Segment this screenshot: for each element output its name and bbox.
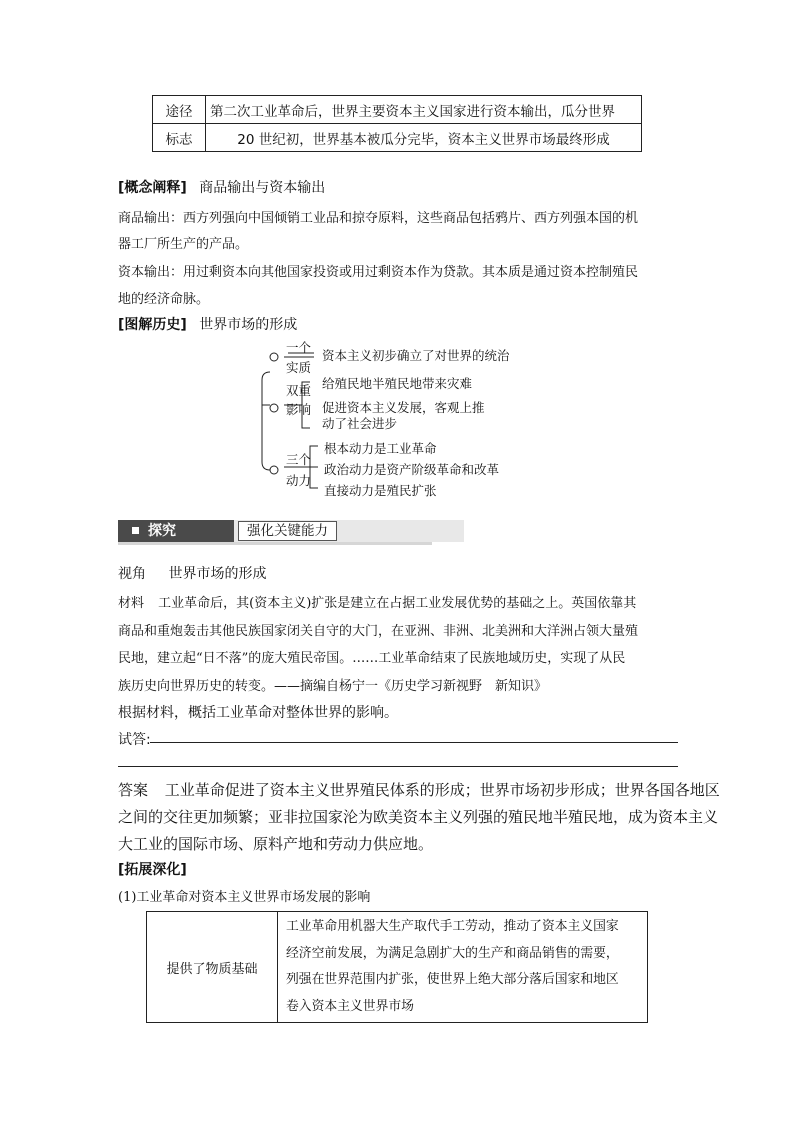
diagram-label-bottom: 动力 — [286, 473, 312, 488]
table-row — [153, 96, 642, 124]
section-banner — [118, 520, 432, 544]
material-text: 工业革命后，其(资本主义)扩张是建立在占据工业发展优势的基础之上。英国依靠其 — [158, 596, 637, 611]
diagram-heading — [118, 314, 678, 334]
table-value: 20 世纪初，世界基本被瓜分完毕，资本主义世界市场最终形成 — [206, 124, 642, 152]
extension-table — [146, 911, 648, 1023]
material-line2: 商品和重炮轰击其他民族国家闭关自守的大门，在亚洲、非洲、北美洲和大洋洲占领大量殖 — [118, 624, 639, 639]
concept-tag: [概念阐释] — [118, 180, 187, 196]
diagram-item: 政治动力是资产阶级革命和改革 — [324, 462, 500, 477]
banner-left — [118, 520, 234, 542]
table-row — [153, 124, 642, 152]
diagram-item: 促进资本主义发展，客观上推 — [322, 400, 485, 415]
diagram-item: 动了社会进步 — [322, 416, 398, 431]
answer-input-line[interactable] — [150, 742, 678, 743]
diagram-node — [270, 466, 278, 474]
diagram-item: 资本主义初步确立了对世界的统治 — [322, 348, 510, 363]
diagram-node — [270, 353, 278, 361]
concept-para2-line2: 地的经济命脉。 — [118, 292, 210, 307]
square-icon — [132, 527, 139, 534]
table-value-line: 经济空前发展，为满足急剧扩大的生产和商品销售的需要， — [286, 945, 619, 961]
material-line3: 民地，建立起“日不落”的庞大殖民帝国。……工业革命结束了民族地域历史，实现了从民 — [118, 651, 626, 666]
diagram-label-bottom: 影响 — [286, 402, 312, 417]
answer-prompt: 试答: — [118, 732, 151, 748]
concept-para1-line1: 商品输出：西方列强向中国倾销工业品和掠夺原料，这些商品包括鸦片、西方列强本国的机 — [118, 211, 639, 226]
concept-para1-line2: 器工厂所生产的产品。 — [118, 237, 249, 252]
answer-line3: 大工业的国际市场、原料产地和劳动力供应地。 — [118, 835, 434, 853]
diagram-item: 直接动力是殖民扩张 — [324, 483, 437, 498]
table-value-line: 卷入资本主义世界市场 — [286, 998, 414, 1014]
table-row — [147, 912, 648, 1023]
banner-right — [234, 520, 464, 542]
table-value: 第二次工业革命后，世界主要资本主义国家进行资本输出，瓜分世界 — [206, 96, 642, 124]
material-source: ——摘编自杨宁一《历史学习新视野 新知识》 — [274, 679, 548, 694]
material-label: 材料 — [118, 596, 145, 611]
diagram-label-top: 三个 — [286, 452, 312, 467]
table-value — [278, 912, 648, 1023]
answer-line1 — [118, 779, 720, 800]
extension-subtitle: (1)工业革命对资本主义世界市场发展的影响 — [118, 890, 371, 905]
question: 根据材料，概括工业革命对整体世界的影响。 — [118, 705, 398, 721]
material-text: 族历史向世界历史的转变。 — [118, 679, 275, 694]
answer-text: 工业革命促进了资本主义世界殖民体系的形成；世界市场初步形成；世界各国各地区 — [164, 781, 720, 799]
diagram-label-top: 双重 — [286, 383, 312, 398]
table-value-line: 列强在世界范围内扩张，使世界上绝大部分落后国家和地区 — [286, 972, 619, 987]
diagram-label-top: 一个 — [286, 340, 312, 355]
diagram-label-bottom: 实质 — [286, 360, 312, 375]
material-line1 — [118, 592, 678, 611]
diagram-tag: [图解历史] — [118, 317, 187, 333]
extension-tag: [拓展深化] — [118, 862, 187, 878]
table-key: 标志 — [153, 124, 206, 152]
view-label: 视角 — [118, 566, 146, 582]
banner-shadow — [118, 542, 432, 545]
banner-left-label: 探究 — [148, 523, 176, 539]
answer-input-line[interactable] — [118, 766, 678, 767]
top-table — [152, 95, 642, 152]
view-heading — [118, 563, 678, 583]
diagram-node — [270, 404, 278, 412]
concept-title: 商品输出与资本输出 — [199, 180, 326, 196]
concept-heading — [118, 177, 678, 197]
concept-para2-line1: 资本输出：用过剩资本向其他国家投资或用过剩资本作为贷款。其本质是通过资本控制殖民 — [118, 265, 639, 280]
diagram-trunk — [262, 372, 270, 470]
banner-right-label: 强化关键能力 — [238, 521, 337, 541]
answer-line2: 之间的交往更加频繁；亚非拉国家沦为欧美资本主义列强的殖民地半殖民地，成为资本主义 — [118, 808, 719, 826]
table-key: 途径 — [153, 96, 206, 124]
view-title: 世界市场的形成 — [168, 566, 267, 582]
table-key: 提供了物质基础 — [147, 912, 278, 1023]
diagram-item: 给殖民地半殖民地带来灾难 — [322, 376, 473, 391]
diagram-bracket — [310, 446, 318, 488]
diagram-title: 世界市场的形成 — [199, 317, 298, 333]
answer-label: 答案 — [118, 781, 149, 799]
table-value-line: 工业革命用机器大生产取代手工劳动，推动了资本主义国家 — [286, 919, 619, 934]
diagram-item: 根本动力是工业革命 — [324, 441, 437, 456]
material-line4 — [118, 675, 678, 694]
